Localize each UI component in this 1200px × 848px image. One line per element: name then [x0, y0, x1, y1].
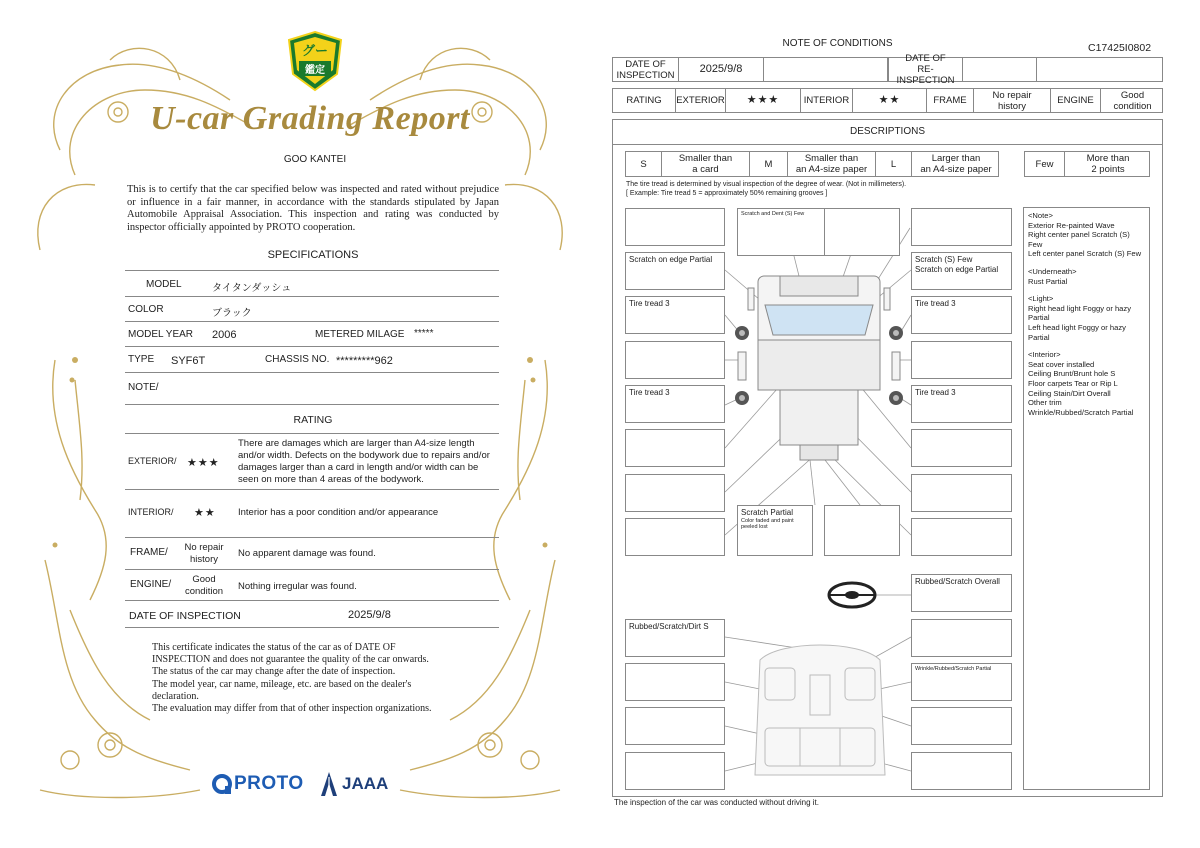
- jaaa-mark-icon: [320, 771, 338, 797]
- divider: [125, 537, 499, 538]
- note-box-text: Scratch on edge Partial: [915, 265, 999, 274]
- note-box-interior-right1: [911, 619, 1012, 657]
- note-box-interior-left: [625, 619, 725, 657]
- note-box-front-right: [824, 208, 900, 256]
- label-line: INSPECTION: [616, 69, 675, 81]
- interior-stars: ★★: [194, 507, 216, 519]
- divider: [125, 296, 499, 297]
- note-box-text: Tire tread 3: [629, 388, 670, 397]
- engine-value-line2: condition: [184, 586, 224, 597]
- frame-value-line2: history: [190, 554, 218, 565]
- divider: [125, 270, 499, 271]
- note-box-text: Rubbed/Scratch/Dirt S: [629, 622, 709, 631]
- exterior-label: EXTERIOR/: [128, 456, 177, 466]
- proto-logo-text: PROTO: [234, 773, 304, 794]
- engine-label: ENGINE/: [130, 579, 172, 590]
- note-box-text: Scratch Partial: [741, 508, 794, 517]
- notes-line: Exterior Re-painted Wave: [1028, 220, 1115, 230]
- notes-line: Left center panel Scratch (S) Few: [1028, 249, 1142, 259]
- note-box-left-rear2: [625, 474, 725, 512]
- note-box-text: Rubbed/Scratch Overall: [915, 577, 1000, 586]
- note-box-steering: [911, 574, 1012, 612]
- model-value: タイタンダッシュ: [212, 283, 292, 294]
- exterior-label: EXTERIOR: [676, 89, 726, 112]
- divider: [125, 433, 499, 434]
- value-line: No repair: [992, 89, 1032, 101]
- divider: [125, 600, 499, 601]
- note-box-interior-right2: [911, 663, 1012, 701]
- steering-wheel-icon: [829, 583, 875, 607]
- note-box-tire-rear-left: [625, 385, 725, 423]
- label-line: DATE OF: [625, 58, 666, 70]
- certificate-footer: [152, 642, 482, 715]
- legend-s-key: S: [626, 152, 662, 176]
- note-box-left-rear1: [625, 429, 725, 467]
- footer-line: The status of the car may change after the date of inspection.: [152, 666, 396, 678]
- rating-label: RATING: [613, 89, 676, 112]
- note-box-front: [737, 208, 837, 256]
- note-box-rear: [737, 505, 813, 556]
- note-box-right-rear2: [911, 474, 1012, 512]
- report-code: C17425I0802: [1088, 42, 1152, 54]
- value-line: Good: [1120, 89, 1145, 101]
- notes-line: Seat cover installed: [1028, 359, 1095, 369]
- frame-value: [176, 542, 232, 566]
- legend-few-key: Few: [1025, 152, 1065, 176]
- specifications-heading: SPECIFICATIONS: [267, 249, 359, 261]
- desc-line: a card: [692, 164, 719, 175]
- divider: [125, 372, 499, 373]
- certificate-intro: This is to certify that the car specified below was inspected and rated without prejudice or influence in a fair manner, in accordance with the standards stipulated by Japan Automobile Appraisal Association. This inspection and rating was conducted by inspector officially appointed by PROTO cooperation.: [127, 184, 499, 233]
- report-title: U-car Grading Report: [150, 100, 470, 137]
- chassis-value: *********962: [336, 355, 393, 367]
- date-of-inspection-value: 2025/9/8: [679, 58, 764, 81]
- exterior-stars: ★★★: [187, 457, 220, 469]
- value-line: condition: [1113, 100, 1152, 112]
- note-box-rear-right: [824, 505, 900, 556]
- exterior-stars: ★★★: [726, 89, 801, 112]
- divider: [125, 489, 499, 490]
- note-box-tire-front-right: [911, 296, 1012, 334]
- frame-label: FRAME/: [130, 547, 168, 558]
- badge-bottom-text: 鑑定: [299, 61, 331, 76]
- desc-line: Smaller than: [678, 153, 733, 164]
- desc-line: Larger than: [931, 153, 981, 164]
- notes-line: <Interior>: [1028, 350, 1061, 360]
- note-box-interior-right3: [911, 707, 1012, 745]
- model-label: MODEL: [146, 279, 182, 290]
- note-box-interior-right4: [911, 752, 1012, 790]
- exterior-description: There are damages which are larger than A4-size length and/or width. Defects on the bodywork due to repairs and/or damages larger than a card in length and/or width can be seen on more than 4 areas of the bodywork.: [238, 438, 490, 485]
- note-box-interior-left4: [625, 752, 725, 790]
- notes-line: Other trim: [1028, 398, 1062, 408]
- footer-line: The model year, car name, mileage, etc. are based on the dealer's: [152, 678, 412, 690]
- jaaa-logo-text: JAAA: [342, 774, 389, 793]
- note-box-right-top: [911, 208, 1012, 246]
- note-box-right-rear3: [911, 518, 1012, 556]
- note-box-front-left: [625, 208, 725, 246]
- desc-line: More than: [1086, 153, 1130, 164]
- note-box-text: Tire tread 3: [915, 388, 956, 397]
- jaaa-logo: [320, 770, 388, 798]
- metered-milage-value: *****: [414, 328, 434, 339]
- legend-m-key: M: [750, 152, 788, 176]
- interior-stars: ★★: [853, 89, 927, 112]
- desc-line: an A4-size paper: [920, 164, 992, 175]
- desc-line: 2 points: [1091, 164, 1125, 175]
- engine-description: Nothing irregular was found.: [238, 581, 357, 592]
- footer-line: INSPECTION and does not guarantee the quality of the car onwards.: [152, 654, 429, 666]
- label-line: DATE OF: [905, 53, 946, 64]
- footer-line: declaration.: [152, 690, 199, 702]
- proto-mark-icon: [212, 773, 232, 795]
- desc-line: an A4-size paper: [795, 164, 868, 175]
- date-of-inspection-value: 2025/9/8: [348, 609, 391, 621]
- divider: [125, 627, 499, 628]
- notes-line: <Light>: [1028, 294, 1054, 304]
- notes-line: Left head light Foggy or hazy Partial: [1028, 322, 1126, 342]
- tire-note-line: The tire tread is determined by visual inspection of the degree of wear. (Not in millimeters).: [626, 181, 907, 188]
- model-year-label: MODEL YEAR: [128, 329, 194, 340]
- metered-milage-label: METERED MILAGE: [315, 329, 405, 340]
- desc-line: Smaller than: [804, 153, 859, 164]
- note-of-conditions: [600, 0, 1200, 848]
- label-line: RE-INSPECTION: [896, 64, 955, 86]
- conditions-footer: The inspection of the car was conducted without driving it.: [614, 798, 819, 807]
- notes-line: Right center panel Scratch (S) Few: [1028, 230, 1130, 249]
- note-box-text: Tire tread 3: [915, 299, 956, 308]
- legend-l-key: L: [876, 152, 912, 176]
- interior-description: Interior has a poor condition and/or appearance: [238, 507, 439, 518]
- footer-line: This certificate indicates the status of the car as of DATE OF: [152, 642, 396, 653]
- divider: [125, 346, 499, 347]
- note-box-subtext: Color faded and paint peeled lost: [741, 518, 794, 530]
- divider: [125, 404, 499, 405]
- value-line: history: [998, 100, 1026, 112]
- engine-value: [176, 574, 232, 598]
- color-label: COLOR: [128, 304, 164, 315]
- notes-line: Floor carpets Tear or Rip L: [1028, 378, 1118, 388]
- type-value: SYF6T: [171, 355, 206, 367]
- interior-label: INTERIOR: [801, 89, 853, 112]
- frame-label: FRAME: [927, 89, 974, 112]
- note-box-left-mid: [625, 341, 725, 379]
- note-box-right-edge: [911, 252, 1012, 290]
- goo-kantei-badge: [287, 30, 343, 92]
- engine-label: ENGINE: [1051, 89, 1101, 112]
- notes-line: <Underneath>: [1028, 266, 1077, 276]
- note-label: NOTE/: [128, 382, 159, 393]
- note-box-text: Scratch (S) Few: [915, 255, 973, 264]
- report-subtitle: GOO KANTEI: [283, 154, 347, 165]
- tire-note-line: [ Example: Tire tread 5 = approximately 50% remaining grooves ]: [626, 190, 828, 197]
- notes-line: Rust Partial: [1028, 276, 1068, 286]
- badge-top-text: グー: [301, 43, 328, 58]
- descriptions-heading: DESCRIPTIONS: [849, 126, 925, 137]
- note-box-left-rear3: [625, 518, 725, 556]
- conditions-title: NOTE OF CONDITIONS: [782, 38, 893, 49]
- note-box-interior-left2: [625, 663, 725, 701]
- frame-description: No apparent damage was found.: [238, 548, 376, 559]
- color-value: ブラック: [212, 308, 252, 319]
- notes-panel: [1023, 207, 1150, 790]
- note-box-right-rear1: [911, 429, 1012, 467]
- type-label: TYPE: [128, 354, 155, 365]
- note-box-text: Scratch on edge Partial: [629, 255, 713, 264]
- rating-heading: RATING: [293, 414, 333, 426]
- note-box-text: Tire tread 3: [629, 299, 670, 308]
- divider: [125, 321, 499, 322]
- notes-line: Wrinkle/Rubbed/Scratch Partial: [1028, 407, 1134, 417]
- chassis-label: CHASSIS NO.: [265, 354, 330, 365]
- notes-spacer: [1028, 342, 1145, 350]
- engine-value-line1: Good: [192, 574, 216, 585]
- note-box-left-edge: [625, 252, 725, 290]
- footer-line: The evaluation may differ from that of other inspection organizations.: [152, 703, 432, 715]
- note-box-tire-front-left: [625, 296, 725, 334]
- notes-spacer: [1028, 259, 1145, 267]
- note-box-right-mid: [911, 341, 1012, 379]
- model-year-value: 2006: [212, 329, 237, 341]
- interior-label: INTERIOR/: [128, 507, 174, 517]
- notes-line: <Note>: [1028, 211, 1053, 220]
- note-box-tire-rear-right: [911, 385, 1012, 423]
- divider: [125, 569, 499, 570]
- note-box-text: Scratch and Dent (S) Few: [741, 211, 805, 217]
- notes-line: Right head light Foggy or hazy Partial: [1028, 303, 1131, 323]
- date-of-inspection-label: DATE OF INSPECTION: [129, 610, 241, 622]
- notes-line: Ceiling Stain/Dirt Overall: [1028, 388, 1111, 398]
- proto-logo: [212, 770, 304, 798]
- notes-line: Ceiling Brunt/Brunt hole S: [1028, 369, 1116, 379]
- note-box-interior-left3: [625, 707, 725, 745]
- frame-value-line1: No repair: [184, 542, 224, 553]
- note-box-text: Wrinkle/Rubbed/Scratch Partial: [915, 666, 992, 672]
- notes-spacer: [1028, 286, 1145, 294]
